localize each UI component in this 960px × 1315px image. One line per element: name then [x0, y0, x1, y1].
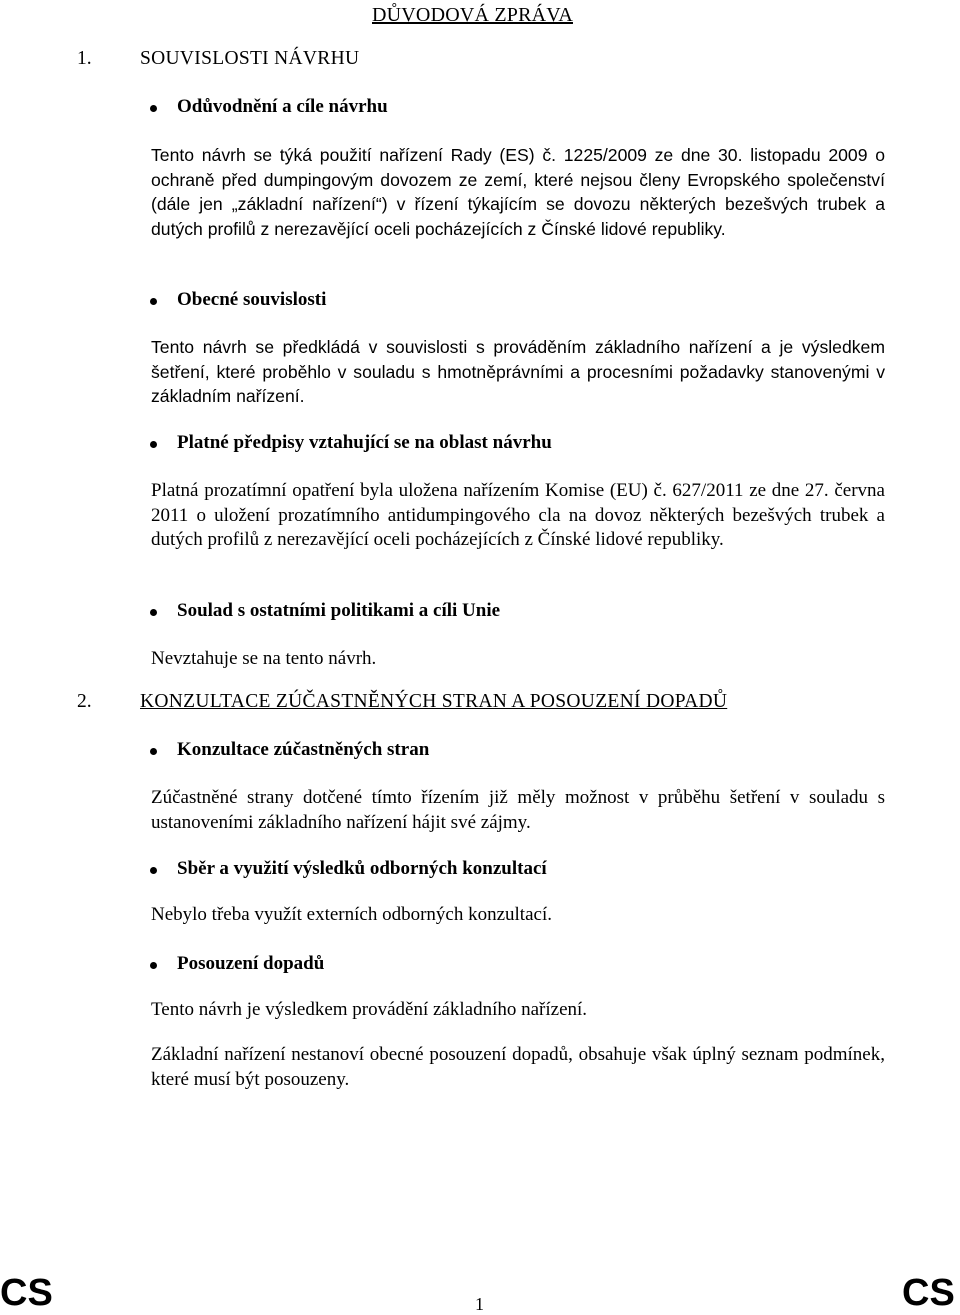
- bullet-title: Konzultace zúčastněných stran: [177, 739, 430, 760]
- paragraph: Tento návrh je výsledkem provádění základního nařízení.: [151, 999, 588, 1020]
- bullet-heading: [150, 953, 324, 975]
- document-title: DŮVODOVÁ ZPRÁVA: [372, 4, 573, 26]
- bullet-icon: [150, 298, 157, 305]
- paragraph: Nevztahuje se na tento návrh.: [151, 648, 377, 669]
- bullet-title: Soulad s ostatními politikami a cíli Unie: [177, 600, 501, 621]
- paragraph: Zúčastněné strany dotčené tímto řízením již měly možnost v průběhu šetření v souladu s ustanoveními základního nařízení hájit své zájmy.: [151, 787, 885, 833]
- section-heading-2: [77, 691, 727, 713]
- bullet-title: Sběr a využití výsledků odborných konzultací: [177, 858, 547, 879]
- paragraph: Tento návrh se týká použití nařízení Rady (ES) č. 1225/2009 ze dne 30. listopadu 2009 o ochraně před dumpingovým dovozem ze zemí, které nejsou členy Evropského společenství (dále jen „základní nařízení“) v řízení týkajícím se dovozu některých bezešvých trubek a dutých profilů z nerezavějící oceli pocházejících z Čínské lidové republiky.: [151, 145, 885, 239]
- bullet-heading: [150, 600, 500, 622]
- section-heading-1: [77, 48, 359, 70]
- section-title: SOUVISLOSTI NÁVRHU: [140, 48, 360, 69]
- section-number: 2.: [77, 691, 92, 712]
- paragraph: Základní nařízení nestanoví obecné posouzení dopadů, obsahuje však úplný seznam podmínek, které musí být posouzeny.: [151, 1044, 885, 1090]
- page-number: 1: [475, 1294, 484, 1314]
- bullet-title: Platné předpisy vztahující se na oblast návrhu: [177, 432, 552, 453]
- bullet-heading: [150, 96, 388, 118]
- bullet-heading: [150, 858, 547, 880]
- bullet-heading: [150, 739, 429, 761]
- bullet-icon: [150, 105, 157, 112]
- bullet-title: Obecné souvislosti: [177, 289, 327, 310]
- footer-language-left: CS: [0, 1272, 53, 1314]
- bullet-icon: [150, 748, 157, 755]
- section-title: KONZULTACE ZÚČASTNĚNÝCH STRAN A POSOUZENÍ DOPADŮ: [140, 691, 728, 712]
- section-number: 1.: [77, 48, 92, 69]
- footer-language-right: CS: [902, 1272, 955, 1314]
- bullet-icon: [150, 441, 157, 448]
- bullet-icon: [150, 962, 157, 969]
- paragraph: Platná prozatímní opatření byla uložena nařízením Komise (EU) č. 627/2011 ze dne 27. června 2011 o uložení prozatímního antidumpingového cla na dovoz některých bezešvých trubek a dutých profilů z nerezavějící oceli pocházejících z Čínské lidové republiky.: [151, 480, 885, 550]
- bullet-title: Odůvodnění a cíle návrhu: [177, 96, 388, 117]
- paragraph: Nebylo třeba využít externích odborných konzultací.: [151, 904, 552, 925]
- bullet-heading: [150, 432, 552, 454]
- bullet-heading: [150, 289, 326, 311]
- bullet-title: Posouzení dopadů: [177, 953, 325, 974]
- bullet-icon: [150, 609, 157, 616]
- paragraph: Tento návrh se předkládá v souvislosti s prováděním základního nařízení a je výsledkem šetření, které proběhlo v souladu s hmotněprávními a procesními požadavky stanovenými v základním nařízení.: [151, 337, 885, 406]
- bullet-icon: [150, 867, 157, 874]
